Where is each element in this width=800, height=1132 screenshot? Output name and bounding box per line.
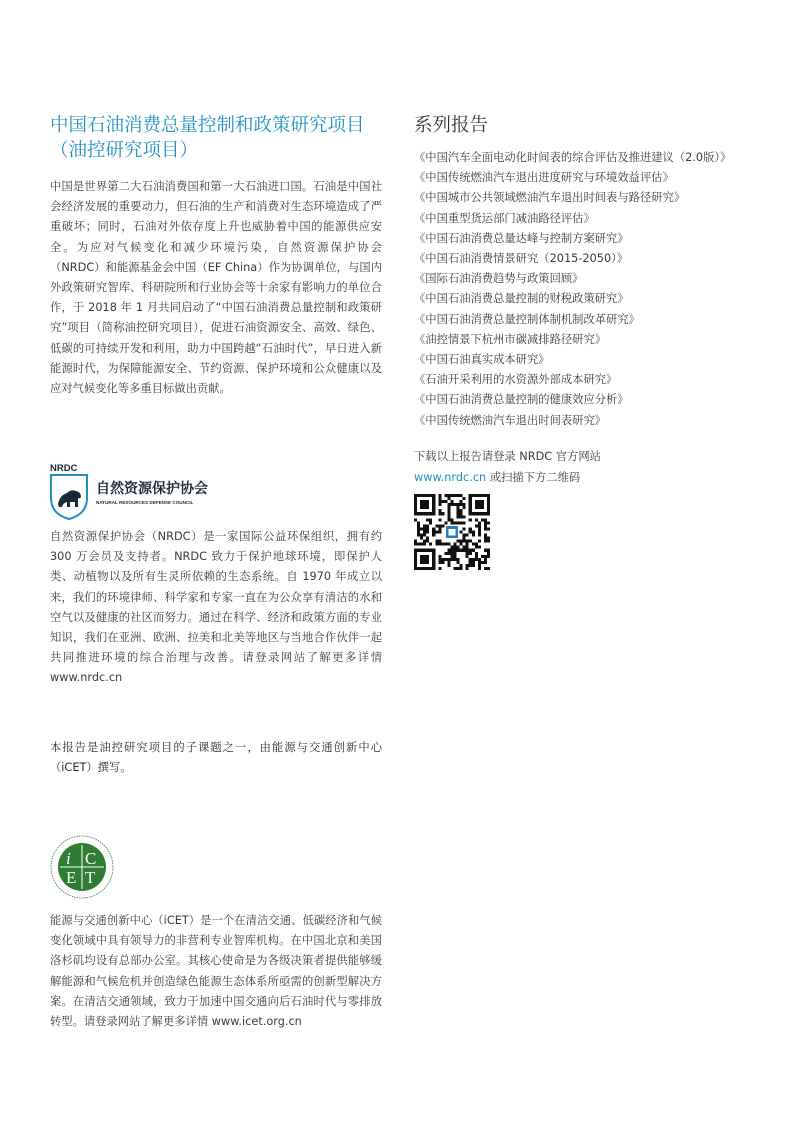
series-section [414,113,754,431]
project-section [50,113,382,399]
project-description: 中国是世界第二大石油消费国和第一大石油进口国。石油是中国社会经济发展的重要动力，但石油的生产和消费对生态环境造成了严重破坏；同时，石油对外依存度上升也威胁着中国的能源供应安全。为应对气候变化和减少环境污染，自然资源保护协会（NRDC）和能源基金会中国（EF China）作为协调单位，与国内外政策研究智库、科研院所和行业协会等十余家有影响力的单位合作，于 2018 年 1 月共同启动了“中国石油消费总量控制和政策研究”项目（简称油控研究项目），促进石油资源安全、高效、绿色、低碳的可持续开发和利用，助力中国跨越“石油时代”，早日进入新能源时代，为保障能源安全、节约资源、保护环境和公众健康以及应对气候变化等多重目标做出贡献。 [50,180,382,396]
download-line2-suffix: 或扫描下方二维码 [486,471,581,484]
subtopic-note: 本报告是油控研究项目的子课题之一，由能源与交通创新中心（iCET）撰写。 [50,741,382,775]
list-item: 《中国石油消费情景研究（2015-2050）》 [414,252,629,266]
nrdc-website-link[interactable]: www.nrdc.cn [414,471,487,484]
nrdc-logo-en: NATURAL RESOURCES DEFENSE COUNCIL [96,500,194,505]
icet-letter-e: E [66,868,77,887]
list-item: 《中国汽车全面电动化时间表的综合评估及推进建议（2.0版）》 [414,151,732,164]
nrdc-logo-abbr: NRDC [50,463,78,474]
list-item: 《中国传统燃油汽车退出时间表研究》 [414,413,607,427]
qr-code[interactable] [414,494,490,570]
project-title [50,113,382,163]
icet-letter-i: i [66,849,71,868]
icet-letter-t: T [85,868,96,887]
project-title-line1: 中国石油消费总量控制和政策研究项目 [50,115,365,136]
download-line1: 下载以上报告请登录 NRDC 官方网站 [414,450,601,463]
icet-description: 能源与交通创新中心（iCET）是一个在清洁交通、低碳经济和气候变化领域中具有领导力的非营利专业智库机构。在中国北京和美国洛杉矶均设有总部办公室。其核心使命是为各级决策者提供能够缓解能源和气候危机并创造绿色能源生态体系所亟需的创新型解决方案。在清洁交通领域，致力于加速中国交通向后石油时代与零排放转型。请登录网站了解更多详情 www.icet.org.cn [50,914,382,1029]
list-item: 《国际石油消费趋势与政策回顾》 [414,272,584,286]
list-item: 《中国传统燃油汽车退出进度研究与环境效益评估》 [414,171,674,185]
series-title: 系列报告 [414,115,489,136]
list-item: 《中国城市公共领域燃油汽车退出时间表与路径研究》 [414,191,686,205]
list-item: 《中国石油消费总量控制的财税政策研究》 [414,292,629,306]
list-item: 《中国石油真实成本研究》 [414,353,550,367]
icet-letter-c: C [85,849,97,868]
icet-logo [50,832,120,902]
nrdc-logo-cn: 自然资源保护协会 [96,481,208,497]
list-item: 《石油开采利用的水资源外部成本研究》 [414,373,618,387]
list-item: 《中国石油消费总量控制的健康效应分析》 [414,393,629,407]
nrdc-description: 自然资源保护协会（NRDC）是一家国际公益环保组织，拥有约 300 万会员及支持者。NRDC 致力于保护地球环境，即保护人类、动植物以及所有生灵所依赖的生态系统。自 1970 年成立以来，我们的环境律师、科学家和专家一直在为公众享有清洁的水和空气以及健康的社区而努力。通过在科学、经济和政策方面的专业知识，我们在亚洲、欧洲、拉美和北美等地区与当地合作伙伴一起共同推进环境的综合治理与改善。请登录网站了解更多详情 www.nrdc.cn [50,530,382,685]
nrdc-logo [50,462,250,522]
report-list [414,148,754,431]
download-line2 [414,467,754,488]
download-instructions [414,446,754,488]
project-title-line2: （油控研究项目） [50,140,199,161]
list-item: 《中国重型货运部门减油路径评估》 [414,211,595,225]
list-item: 《中国石油消费总量控制体制机制改革研究》 [414,312,640,326]
list-item: 《油控情景下杭州市碳减排路径研究》 [414,332,607,346]
list-item: 《中国石油消费总量达峰与控制方案研究》 [414,231,629,245]
